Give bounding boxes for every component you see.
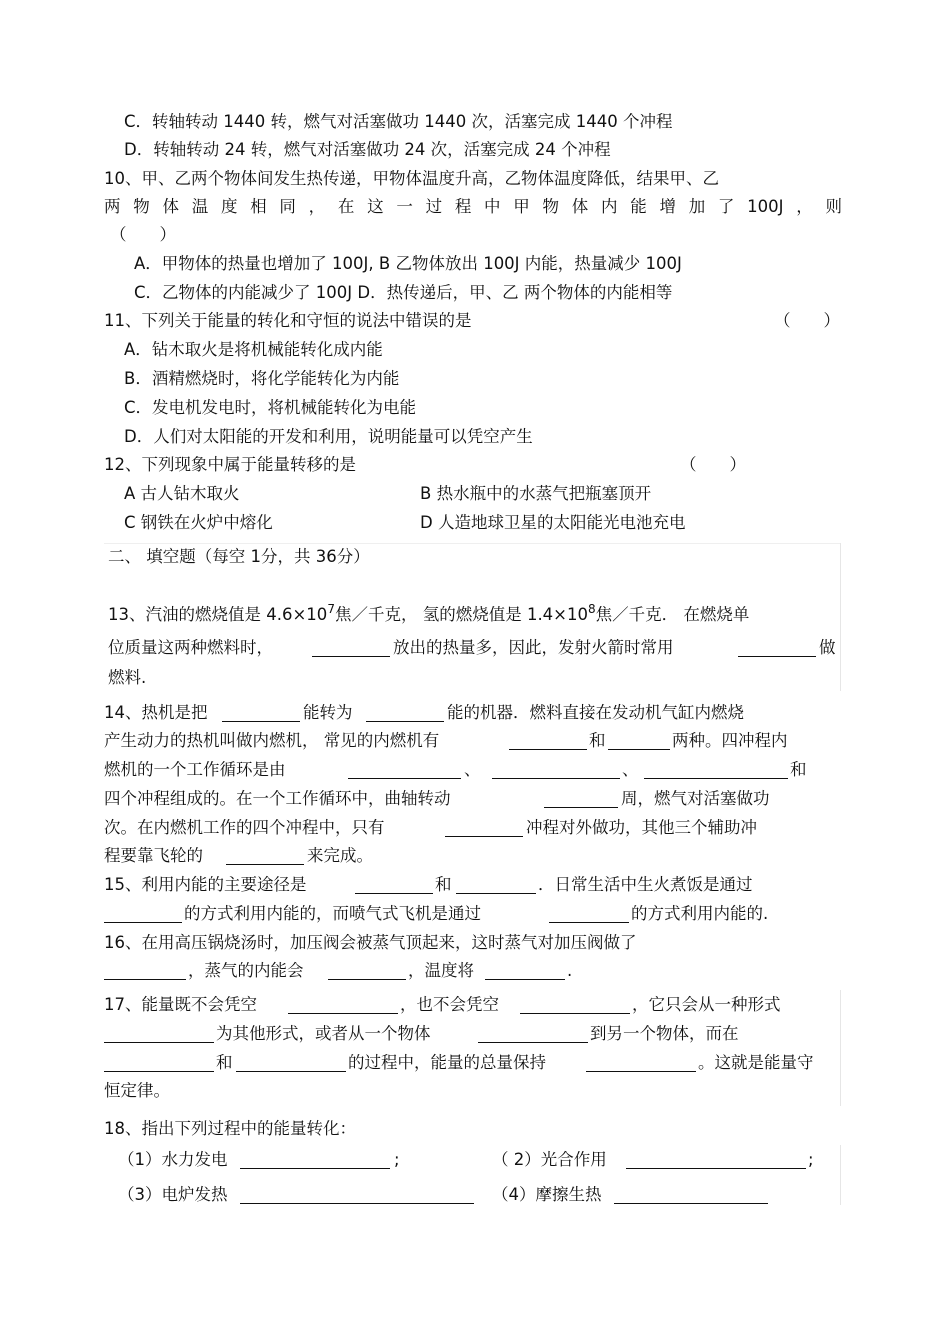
q10-line2-char: 增 <box>659 197 676 216</box>
q10-line2-char: 在 <box>337 197 355 216</box>
q10-line2-char: 则 <box>825 197 842 216</box>
q10-stem-line2 <box>104 196 842 218</box>
q10-line2-char: 物 <box>133 197 150 216</box>
section-divider <box>104 543 840 544</box>
q16-line2-b: ，温度将 <box>408 961 474 980</box>
q14-blank-5[interactable] <box>348 763 461 779</box>
q10-line2-char: 内 <box>600 197 618 216</box>
q10-line2-char: 能 <box>630 197 647 216</box>
q17-line1-a: 17、能量既不会凭空 <box>104 995 257 1014</box>
q11-option-d: D．人们对太阳能的开发和利用，说明能量可以凭空产生 <box>124 427 533 446</box>
q17-blank-5[interactable] <box>104 1056 214 1072</box>
q10-stem-line1: 10、甲、乙两个物体间发生热传递，甲物体温度升高，乙物体温度降低，结果甲、乙 <box>104 169 719 188</box>
q18-item4-label: （4）摩擦生热 <box>492 1185 602 1204</box>
q16-line2-a: ，蒸气的内能会 <box>188 961 304 980</box>
q14-blank-6[interactable] <box>492 763 620 779</box>
q14-blank-9[interactable] <box>445 821 523 837</box>
q15-line2-b: 的方式利用内能的. <box>631 904 769 923</box>
q10-line2-char: 程 <box>454 197 472 216</box>
q10-option-c: C．乙物体的内能减少了 100J D．热传递后，甲、乙 两个物体的内能相等 <box>134 283 673 302</box>
q14-line6-a: 程要靠飞轮的 <box>104 846 203 865</box>
q15-line1-c: ．日常生活中生火煮饭是通过 <box>538 875 753 894</box>
q17-blank-7[interactable] <box>586 1056 696 1072</box>
q14-blank-10[interactable] <box>226 849 304 865</box>
q14-blank-1[interactable] <box>222 706 300 722</box>
q14-line3-b: 、 <box>464 760 481 779</box>
q15-blank-3[interactable] <box>104 907 182 923</box>
q16-line1: 16、在用高压锅烧汤时，加压阀会被蒸气顶起来，这时蒸气对加压阀做了 <box>104 933 637 952</box>
q14-blank-2[interactable] <box>366 706 444 722</box>
q13-blank-1[interactable] <box>312 641 390 657</box>
q10-line2-char: 过 <box>425 197 443 216</box>
q14-line2-a: 产生动力的热机叫做内燃机， 常见的内燃机有 <box>104 731 440 750</box>
q12-option-b: B 热水瓶中的水蒸气把瓶塞顶开 <box>420 484 652 503</box>
q17-line3-c: 。这就是能量守 <box>698 1053 814 1072</box>
q15-line2-a: 的方式利用内能的，而喷气式飞机是通过 <box>184 904 481 923</box>
q14-line2-b: 和 <box>589 731 606 750</box>
q14-line3-a: 燃机的一个工作循环是由 <box>104 760 286 779</box>
q14-line5-a: 次。在内燃机工作的四个冲程中，只有 <box>104 818 385 837</box>
q10-line2-char: 物 <box>542 197 560 216</box>
q15-blank-4[interactable] <box>549 907 629 923</box>
q17-blank-3[interactable] <box>104 1027 214 1043</box>
q17-line2-a: 为其他形式，或者从一个物体 <box>216 1024 431 1043</box>
q17-line3-b: 的过程中，能量的总量保持 <box>348 1053 546 1072</box>
q12-option-d: D 人造地球卫星的太阳能光电池充电 <box>420 513 686 532</box>
q14-line3-c: 、 <box>622 760 639 779</box>
q16-line2-c: . <box>567 961 573 980</box>
q14-line5-b: 冲程对外做功，其他三个辅助冲 <box>526 818 757 837</box>
q14-line4-b: 周，燃气对活塞做功 <box>621 789 770 808</box>
q10-line2-char: ， <box>796 197 813 216</box>
q15-line1-b: 和 <box>435 875 452 894</box>
q12-stem: 12、下列现象中属于能量转移的是 <box>104 455 356 474</box>
q12-option-c: C 钢铁在火炉中熔化 <box>124 513 273 532</box>
q14-line2-c: 两种。四冲程内 <box>672 731 788 750</box>
section2-title: 二、 填空题（每空 1分，共 36分） <box>108 547 370 566</box>
q10-line2-char: 两 <box>104 197 121 216</box>
q9-option-c: C．转轴转动 1440 转，燃气对活塞做功 1440 次，活塞完成 1440 个冲程 <box>124 112 673 131</box>
q17-blank-1[interactable] <box>288 998 398 1014</box>
q10-line2-char: 100J <box>747 197 784 216</box>
q18-blank-1[interactable] <box>240 1153 390 1169</box>
q10-line2-char: 同 <box>279 197 296 216</box>
q14-line4-a: 四个冲程组成的。在一个工作循环中，曲轴转动 <box>104 789 451 808</box>
q18-item2-label: （ 2）光合作用 <box>492 1150 607 1169</box>
q18-item2-end: ; <box>808 1150 814 1169</box>
q10-answer-paren: （ ） <box>110 225 176 244</box>
q14-blank-7[interactable] <box>644 763 788 779</box>
q13-line2-c: 做 <box>819 638 836 657</box>
q17-line4: 恒定律。 <box>104 1081 170 1100</box>
q13-line1: 13、汽油的燃烧值是 $4.6\times 10^7$焦／千克， 氢的燃烧值是 $1.4\times 10^8$焦／千克． 在燃烧单 <box>108 602 750 624</box>
q14-line1-b: 能转为 <box>303 703 353 722</box>
q14-line6-b: 来完成。 <box>307 846 373 865</box>
q14-blank-8[interactable] <box>544 792 618 808</box>
q18-stem: 18、指出下列过程中的能量转化： <box>104 1119 356 1138</box>
q10-option-a: A．甲物体的热量也增加了 100J, B 乙物体放出 100J 内能，热量减少 100J <box>134 254 682 273</box>
q18-item1-end: ; <box>394 1150 400 1169</box>
q17-border <box>840 990 841 1106</box>
q17-line1-c: ，它只会从一种形式 <box>632 995 781 1014</box>
q13-line3: 燃料. <box>108 668 147 687</box>
q18-border <box>840 1145 841 1205</box>
q17-blank-6[interactable] <box>236 1056 346 1072</box>
q18-blank-4[interactable] <box>614 1188 768 1204</box>
q10-line2-char: 这 <box>367 197 384 216</box>
q16-blank-3[interactable] <box>485 964 565 980</box>
q10-line2-char: 加 <box>688 197 706 216</box>
q13-line2-b: 放出的热量多，因此，发射火箭时常用 <box>393 638 674 657</box>
q11-option-b: B．酒精燃烧时，将化学能转化为内能 <box>124 369 400 388</box>
q10-line2-char: ， <box>308 197 326 216</box>
q13-line2-a: 位质量这两种燃料时， <box>108 638 273 657</box>
section-border <box>840 543 841 691</box>
q11-option-a: A．钻木取火是将机械能转化成内能 <box>124 340 383 359</box>
q10-line2-char: 一 <box>396 197 413 216</box>
q14-blank-3[interactable] <box>509 734 587 750</box>
q14-blank-4[interactable] <box>608 734 670 750</box>
q14-line1-a: 14、热机是把 <box>104 703 208 722</box>
q11-answer-paren: （ ） <box>774 311 840 330</box>
q12-answer-paren: （ ） <box>680 455 746 474</box>
q15-line1-a: 15、利用内能的主要途径是 <box>104 875 307 894</box>
q10-line2-char: 体 <box>571 197 589 216</box>
q10-line2-char: 甲 <box>513 197 530 216</box>
q17-line2-b: 到另一个物体，而在 <box>590 1024 739 1043</box>
q10-line2-char: 温 <box>191 197 209 216</box>
q9-option-d: D．转轴转动 24 转，燃气对活塞做功 24 次，活塞完成 24 个冲程 <box>124 140 611 159</box>
q11-option-c: C．发电机发电时，将机械能转化为电能 <box>124 398 417 417</box>
q11-stem: 11、下列关于能量的转化和守恒的说法中错误的是 <box>104 311 472 330</box>
q10-line2-char: 度 <box>220 197 238 216</box>
q10-line2-char: 体 <box>162 197 179 216</box>
q18-blank-3[interactable] <box>240 1188 474 1204</box>
q18-item3-label: （3）电炉发热 <box>118 1185 228 1204</box>
q10-line2-char: 了 <box>717 197 735 216</box>
q16-blank-1[interactable] <box>104 964 186 980</box>
q12-option-a: A 古人钻木取火 <box>124 484 240 503</box>
q18-blank-2[interactable] <box>626 1153 806 1169</box>
q17-line1-b: ，也不会凭空 <box>400 995 499 1014</box>
q17-blank-2[interactable] <box>520 998 630 1014</box>
q18-item1-label: （1）水力发电 <box>118 1150 228 1169</box>
q10-line2-char: 中 <box>484 197 501 216</box>
q15-blank-1[interactable] <box>355 878 433 894</box>
q14-line1-c: 能的机器．燃料直接在发动机气缸内燃烧 <box>447 703 744 722</box>
q17-blank-4[interactable] <box>478 1027 588 1043</box>
q10-line2-char: 相 <box>250 197 267 216</box>
q17-line3-a: 和 <box>216 1053 233 1072</box>
q14-line3-d: 和 <box>790 760 807 779</box>
q13-blank-2[interactable] <box>738 641 816 657</box>
q16-blank-2[interactable] <box>328 964 406 980</box>
q15-blank-2[interactable] <box>456 878 536 894</box>
